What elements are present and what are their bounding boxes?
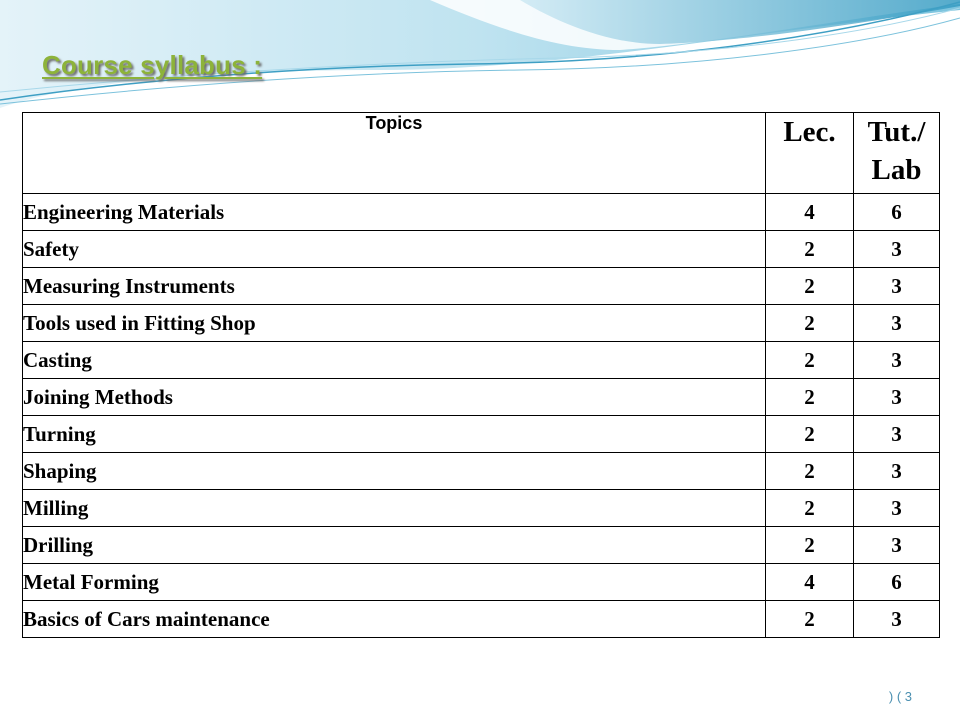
tut-cell: 6 (854, 194, 940, 231)
topic-cell: Drilling (23, 527, 766, 564)
lec-cell: 2 (766, 231, 854, 268)
table-row (23, 416, 940, 453)
topic-cell: Safety (23, 231, 766, 268)
table-row (23, 194, 940, 231)
topic-cell: Engineering Materials (23, 194, 766, 231)
tut-cell: 3 (854, 342, 940, 379)
tut-cell: 3 (854, 601, 940, 638)
topic-cell: Shaping (23, 453, 766, 490)
tut-cell: 3 (854, 379, 940, 416)
table-row (23, 601, 940, 638)
header-lec: Lec. (766, 113, 854, 194)
tut-cell: 3 (854, 453, 940, 490)
lec-cell: 4 (766, 564, 854, 601)
tut-cell: 3 (854, 231, 940, 268)
topic-cell: Basics of Cars maintenance (23, 601, 766, 638)
slide-title: Course syllabus : (42, 50, 263, 80)
lec-cell: 2 (766, 268, 854, 305)
lec-cell: 2 (766, 527, 854, 564)
topic-cell: Milling (23, 490, 766, 527)
tut-cell: 3 (854, 268, 940, 305)
lec-cell: 4 (766, 194, 854, 231)
table-row (23, 564, 940, 601)
table-row (23, 342, 940, 379)
tut-cell: 3 (854, 305, 940, 342)
tut-cell: 6 (854, 564, 940, 601)
table-row (23, 453, 940, 490)
header-topics: Topics (23, 113, 766, 194)
tut-cell: 3 (854, 527, 940, 564)
topic-cell: Turning (23, 416, 766, 453)
topic-cell: Joining Methods (23, 379, 766, 416)
lec-cell: 2 (766, 342, 854, 379)
lec-cell: 2 (766, 416, 854, 453)
header-tut-lab: Tut./ Lab (854, 113, 940, 194)
table-row (23, 231, 940, 268)
table-row (23, 268, 940, 305)
tut-cell: 3 (854, 416, 940, 453)
table-row (23, 379, 940, 416)
topic-cell: Tools used in Fitting Shop (23, 305, 766, 342)
table-header-row (23, 113, 940, 194)
topic-cell: Metal Forming (23, 564, 766, 601)
topic-cell: Casting (23, 342, 766, 379)
syllabus-table (22, 112, 940, 638)
lec-cell: 2 (766, 490, 854, 527)
table-row (23, 305, 940, 342)
lec-cell: 2 (766, 305, 854, 342)
tut-cell: 3 (854, 490, 940, 527)
lec-cell: 2 (766, 601, 854, 638)
table-row (23, 527, 940, 564)
lec-cell: 2 (766, 453, 854, 490)
table-row (23, 490, 940, 527)
page-number: ) ( 3 (888, 689, 912, 704)
lec-cell: 2 (766, 379, 854, 416)
topic-cell: Measuring Instruments (23, 268, 766, 305)
